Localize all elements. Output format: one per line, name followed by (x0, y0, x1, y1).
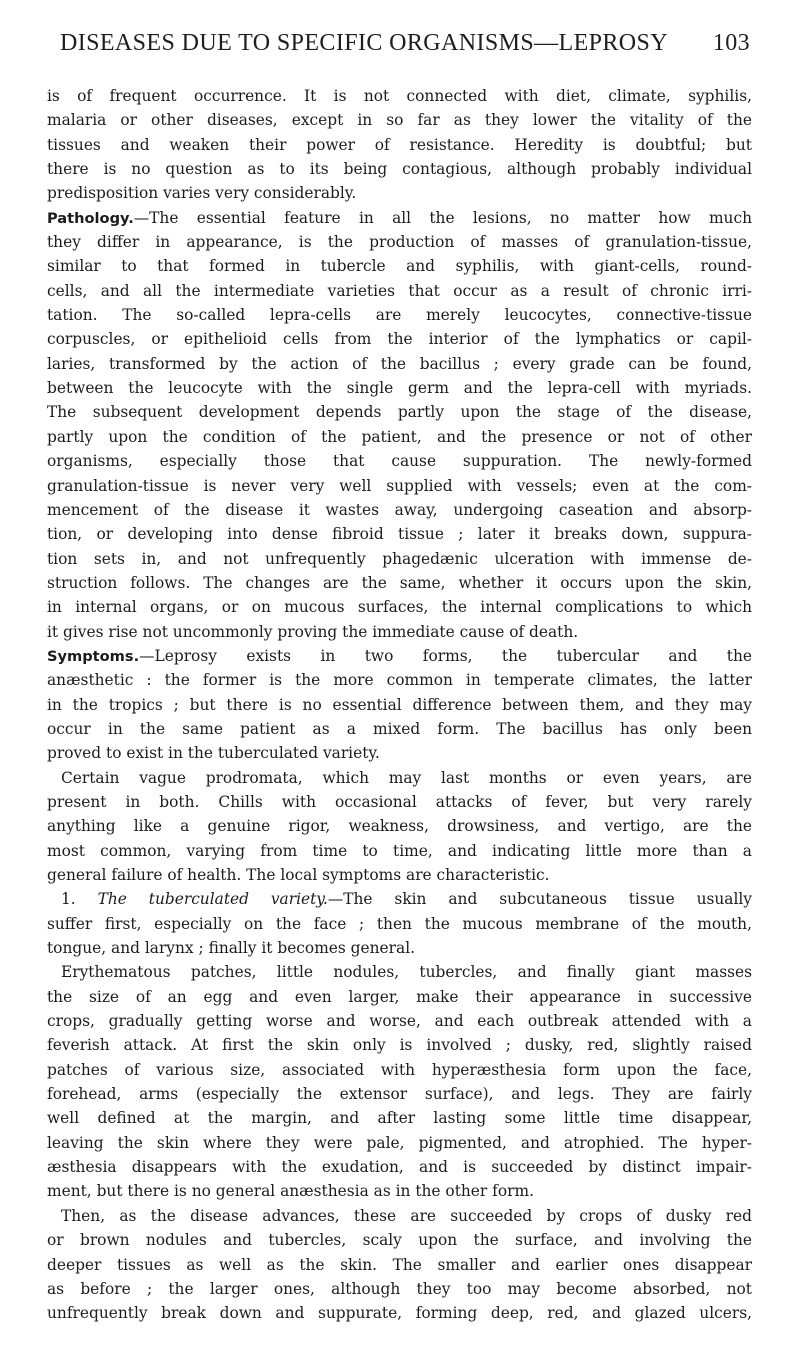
subsection-title: The tuberculated variety. (97, 890, 328, 909)
text-line (47, 181, 752, 205)
line-text: mencement of the disease it wastes away, undergoing caseation and absorp- (47, 500, 752, 519)
line-text: occur in the same patient as a mixed form. The bacillus has only been (47, 719, 752, 738)
line-text: struction follows. The changes are the same, whether it occurs upon the skin, (47, 573, 752, 592)
line-text: tion, or developing into dense fibroid tissue ; later it breaks down, suppura- (47, 525, 752, 544)
running-head-title: DISEASES DUE TO SPECIFIC ORGANISMS—LEPROSY (60, 30, 669, 56)
line-text: partly upon the condition of the patient, and the presence or not of other (47, 427, 752, 446)
text-line (47, 425, 752, 449)
text-line (47, 1033, 752, 1057)
text-line (47, 327, 752, 351)
text-line (47, 863, 752, 887)
text-line (47, 254, 752, 278)
line-text: in internal organs, or on mucous surfaces, the internal complications to which (47, 598, 752, 617)
text-line (47, 1204, 752, 1228)
line-text: æsthesia disappears with the exudation, and is succeeded by distinct impair- (47, 1158, 752, 1177)
text-line (47, 571, 752, 595)
text-line (47, 668, 752, 692)
line-text: patches of various size, associated with hyperæsthesia form upon the face, (47, 1060, 752, 1079)
text-line (47, 474, 752, 498)
text-line (47, 1082, 752, 1106)
text-line (47, 279, 752, 303)
line-text: laries, transformed by the action of the bacillus ; every grade can be found, (47, 354, 752, 373)
line-text: proved to exist in the tuberculated variety. (47, 744, 380, 763)
line-text: Erythematous patches, little nodules, tubercles, and finally giant masses (61, 963, 752, 982)
line-text: malaria or other diseases, except in so far as they lower the vitality of the (47, 111, 752, 130)
text-line (47, 717, 752, 741)
text-line (47, 985, 752, 1009)
line-text: present in both. Chills with occasional attacks of fever, but very rarely (47, 792, 752, 811)
line-text: Certain vague prodromata, which may last months or even years, are (61, 768, 752, 787)
text-line (47, 498, 752, 522)
line-text: suffer first, especially on the face ; then the mucous membrane of the mouth, (47, 914, 752, 933)
line-text: organisms, especially those that cause suppuration. The newly-formed (47, 452, 752, 471)
text-line (47, 595, 752, 619)
line-text: feverish attack. At first the skin only is involved ; dusky, red, slightly raised (47, 1036, 752, 1055)
line-text: forehead, arms (especially the extensor surface), and legs. They are fairly (47, 1085, 752, 1104)
line-text: there is no question as to its being contagious, although probably individual (47, 160, 752, 179)
text-line (47, 400, 752, 424)
text-line (47, 644, 752, 668)
line-text: crops, gradually getting worse and worse, and each outbreak attended with a (47, 1012, 752, 1031)
text-line (47, 1277, 752, 1301)
line-text: tongue, and larynx ; finally it becomes general. (47, 939, 416, 958)
line-text: most common, varying from time to time, and indicating little more than a (47, 841, 752, 860)
line-text: Then, as the disease advances, these are succeeded by crops of dusky red (61, 1206, 752, 1225)
text-line (47, 230, 752, 254)
text-line (47, 352, 752, 376)
line-text: predisposition varies very considerably. (47, 184, 357, 203)
text-line (47, 522, 752, 546)
text-line (47, 1131, 752, 1155)
text-line (47, 741, 752, 765)
line-text: general failure of health. The local symptoms are characteristic. (47, 866, 550, 884)
text-line (47, 814, 752, 838)
line-text: —The essential feature in all the lesions, no matter how much (133, 208, 752, 227)
line-text: tissues and weaken their power of resistance. Heredity is doubtful; but (47, 135, 752, 154)
text-line (47, 1228, 752, 1252)
text-line (47, 790, 752, 814)
text-line (47, 936, 752, 960)
line-text: between the leucocyte with the single germ and the lepra-cell with myriads. (47, 379, 752, 398)
line-text: well defined at the margin, and after lasting some little time disappear, (47, 1109, 752, 1128)
line-text: in the tropics ; but there is no essential difference between them, and they may (47, 695, 752, 714)
text-line (47, 1155, 752, 1179)
text-line (47, 303, 752, 327)
line-text: is of frequent occurrence. It is not connected with diet, climate, syphilis, (47, 87, 752, 105)
text-line (47, 912, 752, 936)
line-text: corpuscles, or epithelioid cells from the interior of the lymphatics or capil- (47, 330, 752, 349)
line-text: as before ; the larger ones, although they too may become absorbed, not (47, 1279, 752, 1298)
text-line (47, 108, 752, 132)
text-line (47, 887, 752, 911)
text-line (47, 133, 752, 157)
text-line (47, 84, 752, 108)
line-text: tation. The so-called lepra-cells are merely leucocytes, connective-tissue (47, 306, 752, 325)
section-heading: Symptoms. (47, 647, 140, 665)
line-text: ment, but there is no general anæsthesia as in the other form. (47, 1182, 534, 1201)
text-line (47, 693, 752, 717)
body-text (47, 84, 752, 1326)
line-text: unfrequently break down and suppurate, forming deep, red, and glazed ulcers, (47, 1304, 752, 1323)
line-text: it gives rise not uncommonly proving the immediate cause of death. (47, 622, 579, 641)
line-text: anything like a genuine rigor, weakness, drowsiness, and vertigo, are the (47, 817, 752, 836)
text-line (47, 376, 752, 400)
running-head (60, 30, 750, 72)
text-line (47, 960, 752, 984)
text-line (47, 206, 752, 230)
line-text: deeper tissues as well as the skin. The smaller and earlier ones disappear (47, 1255, 752, 1274)
line-text: they differ in appearance, is the production of masses of granulation-tissue, (47, 233, 752, 252)
text-line (47, 1179, 752, 1203)
text-line (47, 157, 752, 181)
line-text: The subsequent development depends partly upon the stage of the disease, (47, 403, 752, 422)
line-text: —Leprosy exists in two forms, the tubercular and the (139, 646, 752, 665)
line-text: cells, and all the intermediate varieties that occur as a result of chronic irri- (47, 281, 752, 300)
text-line (47, 449, 752, 473)
line-text: —The skin and subcutaneous tissue usually (327, 890, 753, 909)
text-line (47, 620, 752, 644)
text-line (47, 1301, 752, 1325)
text-line (47, 839, 752, 863)
text-line (47, 1058, 752, 1082)
line-text: or brown nodules and tubercles, scaly upon the surface, and involving the (47, 1231, 752, 1250)
line-text: granulation-tissue is never very well supplied with vessels; even at the com- (47, 476, 752, 495)
text-line (47, 766, 752, 790)
page-number: 103 (712, 30, 750, 56)
section-heading: Pathology. (47, 209, 134, 227)
line-text: leaving the skin where they were pale, pigmented, and atrophied. The hyper- (47, 1133, 752, 1152)
line-text: tion sets in, and not unfrequently phagedænic ulceration with immense de- (47, 549, 752, 568)
line-text: the size of an egg and even larger, make their appearance in successive (47, 987, 752, 1006)
line-text: similar to that formed in tubercle and syphilis, with giant-cells, round- (47, 257, 752, 276)
text-line (47, 1106, 752, 1130)
text-line (47, 547, 752, 571)
text-line (47, 1253, 752, 1277)
line-text: anæsthetic : the former is the more common in temperate climates, the latter (47, 671, 752, 690)
list-number: 1. (61, 890, 98, 909)
text-line (47, 1009, 752, 1033)
